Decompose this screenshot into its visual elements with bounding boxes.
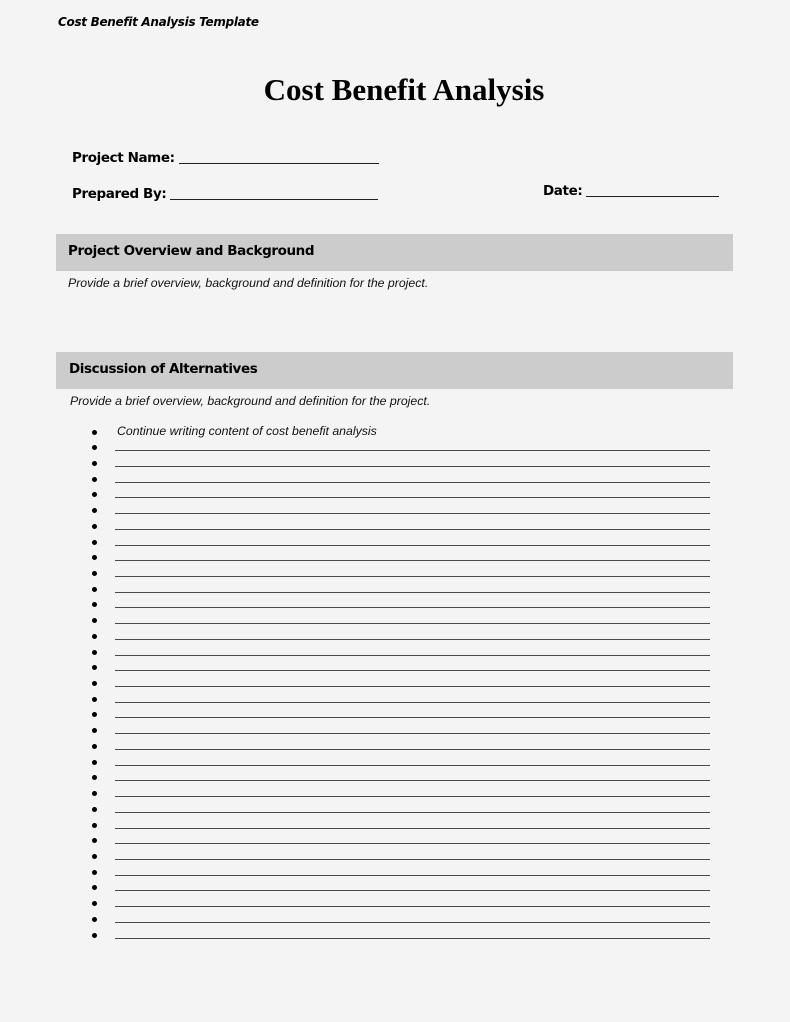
bullet-icon (92, 508, 97, 513)
bullet-icon (92, 697, 97, 702)
blank-writing-line[interactable] (115, 560, 710, 561)
list-item (0, 582, 790, 598)
blank-writing-line[interactable] (115, 513, 710, 514)
blank-writing-line[interactable] (115, 686, 710, 687)
list-item (0, 535, 790, 551)
bullet-icon (92, 540, 97, 545)
date-field (543, 183, 719, 199)
list-item (0, 629, 790, 645)
bullet-icon (92, 933, 97, 938)
bullet-icon (92, 681, 97, 686)
bullet-icon (92, 838, 97, 843)
bullet-icon (92, 760, 97, 765)
blank-writing-line[interactable] (115, 890, 710, 891)
document-title: Cost Benefit Analysis (263, 72, 545, 107)
list-item (0, 566, 790, 582)
list-item (0, 896, 790, 912)
list-item (0, 786, 790, 802)
project-name-blank[interactable] (179, 162, 379, 164)
section-title-alternatives: Discussion of Alternatives (69, 361, 258, 377)
list-item (0, 802, 790, 818)
project-name-label: Project Name: (72, 150, 175, 166)
list-item (0, 456, 790, 472)
bullet-icon (92, 854, 97, 859)
section-bar-overview (56, 234, 733, 271)
bullet-icon (92, 917, 97, 922)
blank-writing-line[interactable] (115, 482, 710, 483)
bullet-icon (92, 445, 97, 450)
blank-writing-line[interactable] (115, 450, 710, 451)
blank-writing-line[interactable] (115, 922, 710, 923)
bullet-icon (92, 823, 97, 828)
bullet-icon (92, 461, 97, 466)
blank-writing-line[interactable] (115, 623, 710, 624)
bullet-icon (92, 728, 97, 733)
date-blank[interactable] (586, 195, 719, 197)
bullet-icon (92, 492, 97, 497)
section-description-alternatives: Provide a brief overview, background and definition for the project. (70, 394, 431, 408)
list-item (0, 833, 790, 849)
document-header: Cost Benefit Analysis Template (58, 15, 259, 29)
list-item (0, 660, 790, 676)
list-item (0, 818, 790, 834)
blank-writing-line[interactable] (115, 466, 710, 467)
blank-writing-line[interactable] (115, 828, 710, 829)
bullet-icon (92, 602, 97, 607)
bullet-icon (92, 571, 97, 576)
blank-writing-line[interactable] (115, 545, 710, 546)
list-item (0, 770, 790, 786)
list-item (0, 865, 790, 881)
project-name-field (72, 150, 379, 166)
list-item (0, 692, 790, 708)
bullet-icon (92, 555, 97, 560)
list-item (0, 849, 790, 865)
blank-writing-line[interactable] (115, 639, 710, 640)
bullet-icon (92, 665, 97, 670)
list-item (0, 928, 790, 944)
list-item (0, 503, 790, 519)
blank-writing-line[interactable] (115, 576, 710, 577)
blank-writing-line[interactable] (115, 938, 710, 939)
bullet-icon (92, 870, 97, 875)
blank-writing-line[interactable] (115, 859, 710, 860)
blank-writing-line[interactable] (115, 592, 710, 593)
blank-writing-line[interactable] (115, 843, 710, 844)
blank-writing-line[interactable] (115, 655, 710, 656)
bullet-icon (92, 587, 97, 592)
blank-writing-line[interactable] (115, 780, 710, 781)
bullet-icon (92, 477, 97, 482)
prepared-by-blank[interactable] (170, 198, 378, 200)
list-item (0, 550, 790, 566)
blank-writing-line[interactable] (115, 765, 710, 766)
bullet-icon (92, 634, 97, 639)
blank-writing-line[interactable] (115, 906, 710, 907)
blank-writing-line[interactable] (115, 749, 710, 750)
list-item (0, 472, 790, 488)
bullet-icon (92, 430, 97, 435)
bullet-icon (92, 524, 97, 529)
list-item (0, 739, 790, 755)
bullet-icon (92, 775, 97, 780)
blank-writing-line[interactable] (115, 875, 710, 876)
bullet-icon (92, 618, 97, 623)
bullet-icon (92, 901, 97, 906)
blank-writing-line[interactable] (115, 702, 710, 703)
list-item (0, 519, 790, 535)
list-item (0, 425, 790, 441)
bullet-icon (92, 650, 97, 655)
list-item (0, 597, 790, 613)
bullet-text: Continue writing content of cost benefit analysis (117, 423, 377, 438)
blank-writing-line[interactable] (115, 812, 710, 813)
list-item (0, 676, 790, 692)
list-item (0, 707, 790, 723)
list-item (0, 613, 790, 629)
list-item (0, 440, 790, 456)
list-item (0, 723, 790, 739)
bullet-icon (92, 712, 97, 717)
section-description-overview: Provide a brief overview, background and definition for the project. (68, 276, 429, 290)
blank-writing-line[interactable] (115, 529, 710, 530)
list-item (0, 755, 790, 771)
bullet-icon (92, 791, 97, 796)
blank-writing-line[interactable] (115, 717, 710, 718)
bullet-icon (92, 744, 97, 749)
section-title-overview: Project Overview and Background (68, 243, 315, 259)
prepared-by-label: Prepared By: (72, 186, 167, 202)
section-bar-alternatives (56, 352, 733, 389)
date-label: Date: (543, 183, 583, 199)
blank-writing-line[interactable] (115, 670, 710, 671)
blank-writing-line[interactable] (115, 796, 710, 797)
list-item (0, 645, 790, 661)
bullet-icon (92, 885, 97, 890)
blank-writing-line[interactable] (115, 497, 710, 498)
list-item (0, 880, 790, 896)
list-item (0, 912, 790, 928)
bullet-icon (92, 807, 97, 812)
prepared-by-field (72, 186, 378, 202)
blank-writing-line[interactable] (115, 607, 710, 608)
list-item (0, 487, 790, 503)
blank-writing-line[interactable] (115, 733, 710, 734)
